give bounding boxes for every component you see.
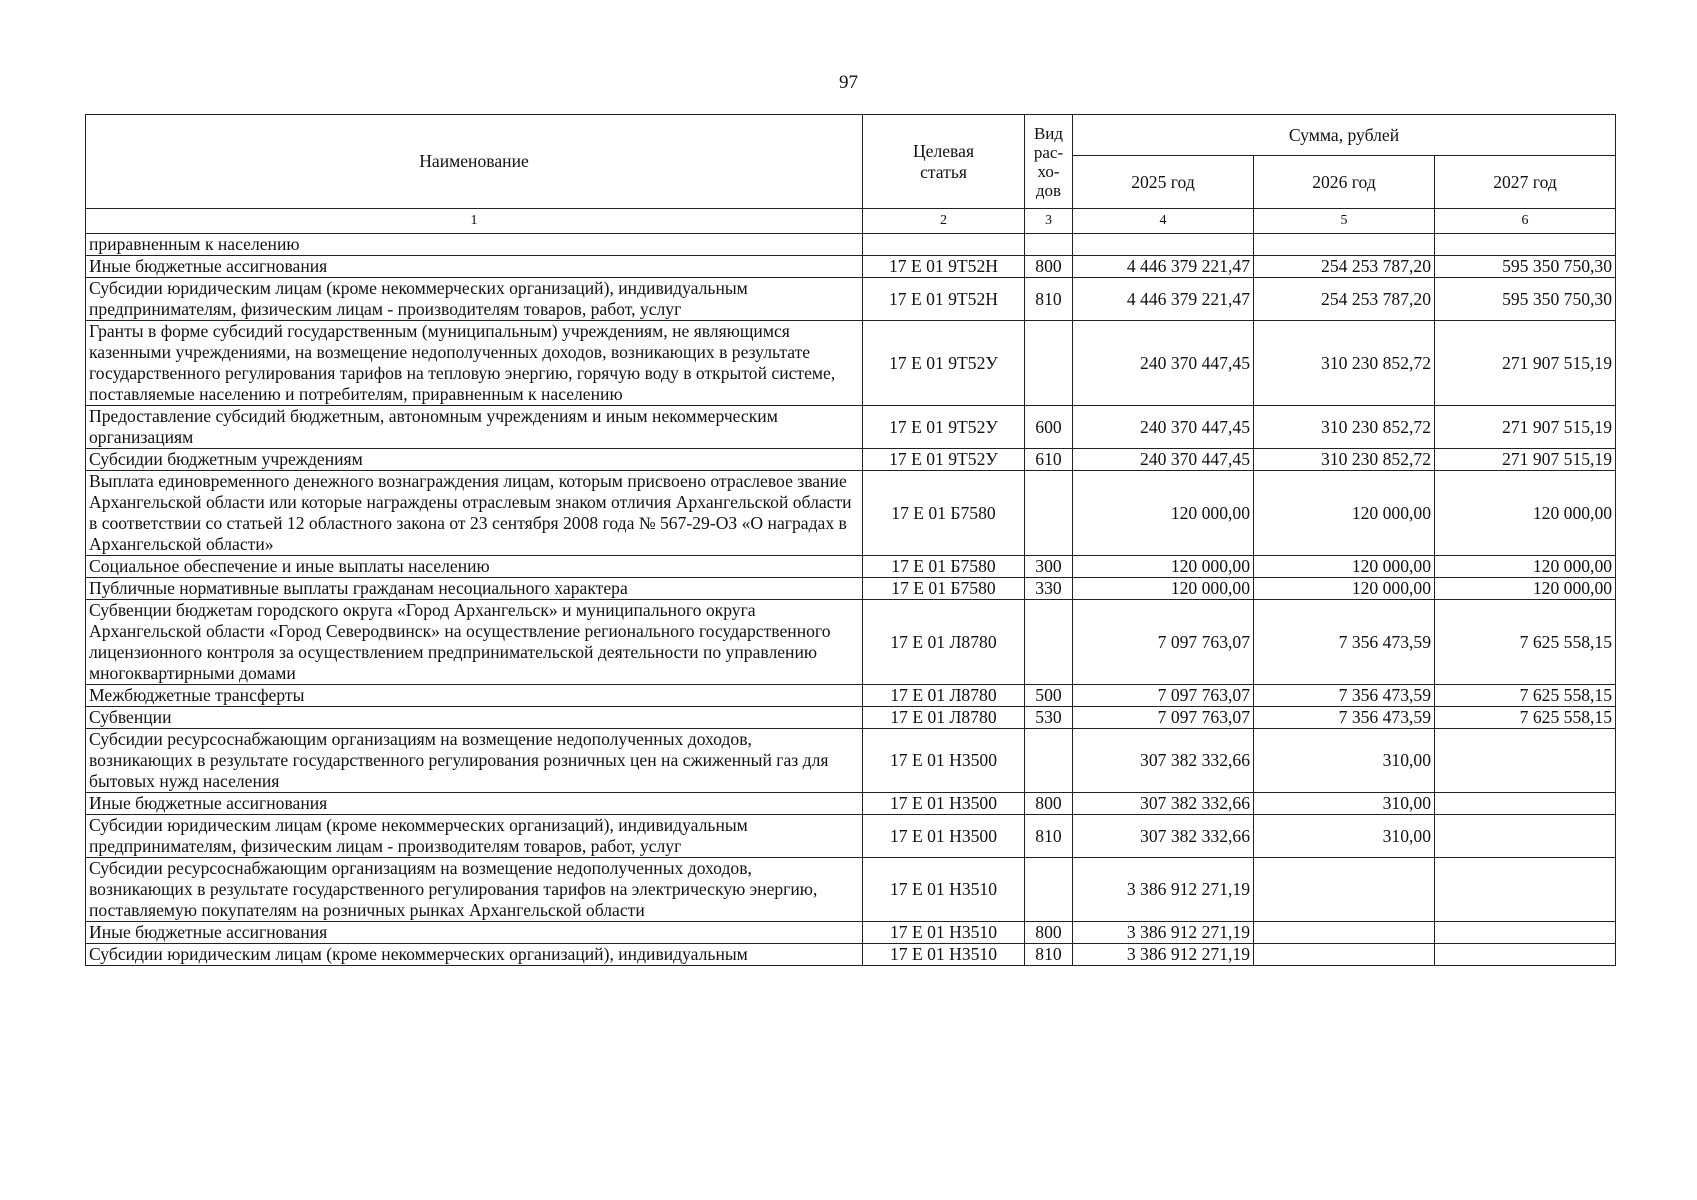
table-row: [86, 793, 1616, 815]
row-sum-2025: [1073, 234, 1254, 256]
row-expense-type: [1025, 321, 1073, 406]
column-number: 5: [1254, 209, 1435, 234]
row-name: Иные бюджетные ассигнования: [86, 793, 863, 815]
row-expense-type: 610: [1025, 449, 1073, 471]
row-sum-2027: 271 907 515,19: [1435, 449, 1616, 471]
row-sum-2026: 254 253 787,20: [1254, 278, 1435, 321]
table-row: [86, 858, 1616, 922]
table-row: [86, 556, 1616, 578]
header-year-2025: 2025 год: [1073, 156, 1254, 209]
row-sum-2026: 310 230 852,72: [1254, 406, 1435, 449]
row-target-article: 17 Е 01 Н3500: [863, 793, 1025, 815]
row-sum-2026: [1254, 234, 1435, 256]
row-name: Субвенции бюджетам городского округа «Город Архангельск» и муниципального округа Архангельской области «Город Северодвинск» на осуществление регионального государственного лицензионного контроля за осуществлением предпринимательской деятельности по управлению многоквартирными домами: [86, 600, 863, 685]
row-target-article: 17 Е 01 Н3510: [863, 922, 1025, 944]
row-sum-2026: 7 356 473,59: [1254, 600, 1435, 685]
row-sum-2027: [1435, 234, 1616, 256]
row-sum-2026: 7 356 473,59: [1254, 707, 1435, 729]
row-sum-2026: 310 230 852,72: [1254, 449, 1435, 471]
row-sum-2026: 120 000,00: [1254, 471, 1435, 556]
table-body: [86, 209, 1616, 966]
table-header: [86, 115, 1616, 209]
row-sum-2027: [1435, 858, 1616, 922]
header-sum: Сумма, рублей: [1073, 115, 1616, 156]
row-name: Гранты в форме субсидий государственным (муниципальным) учреждениям, не являющимся казенными учреждениями, на возмещение недополученных доходов, возникающих в результате государственного регулирования тарифов на тепловую энергию, горячую воду в открытой системе, поставляемые населению и потребителям, приравненным к населению: [86, 321, 863, 406]
row-expense-type: [1025, 471, 1073, 556]
row-target-article: 17 Е 01 9Т52У: [863, 406, 1025, 449]
row-sum-2027: 7 625 558,15: [1435, 685, 1616, 707]
header-expense-type: [1025, 115, 1073, 209]
row-target-article: 17 Е 01 Л8780: [863, 707, 1025, 729]
header-vid-line: хо-: [1037, 161, 1060, 181]
header-name: Наименование: [86, 115, 863, 209]
row-target-article: 17 Е 01 Н3500: [863, 729, 1025, 793]
table-row: [86, 234, 1616, 256]
row-name: Социальное обеспечение и иные выплаты населению: [86, 556, 863, 578]
row-expense-type: [1025, 234, 1073, 256]
row-sum-2025: 3 386 912 271,19: [1073, 858, 1254, 922]
row-sum-2025: 120 000,00: [1073, 471, 1254, 556]
header-target-line1: Целевая: [912, 140, 975, 161]
row-expense-type: 600: [1025, 406, 1073, 449]
table-row: [86, 707, 1616, 729]
column-number: 2: [863, 209, 1025, 234]
row-name: Межбюджетные трансферты: [86, 685, 863, 707]
row-target-article: 17 Е 01 Н3510: [863, 858, 1025, 922]
row-name: Иные бюджетные ассигнования: [86, 256, 863, 278]
row-sum-2026: 254 253 787,20: [1254, 256, 1435, 278]
header-vid-line: Вид: [1033, 123, 1064, 143]
table-row: [86, 729, 1616, 793]
row-name: Выплата единовременного денежного вознаграждения лицам, которым присвоено отраслевое звание Архангельской области или которые награждены отраслевым знаком отличия Архангельской области в соответствии со статьей 12 областного закона от 23 сентября 2008 года № 567-29-ОЗ «О наградах в Архангельской области»: [86, 471, 863, 556]
table-row: [86, 815, 1616, 858]
row-sum-2027: 120 000,00: [1435, 578, 1616, 600]
row-target-article: 17 Е 01 9Т52Н: [863, 256, 1025, 278]
table-row: [86, 256, 1616, 278]
row-target-article: 17 Е 01 Н3500: [863, 815, 1025, 858]
row-sum-2026: 310 230 852,72: [1254, 321, 1435, 406]
row-name: Публичные нормативные выплаты гражданам несоциального характера: [86, 578, 863, 600]
budget-table: [85, 114, 1616, 966]
row-expense-type: 800: [1025, 922, 1073, 944]
row-sum-2026: 7 356 473,59: [1254, 685, 1435, 707]
row-sum-2025: 4 446 379 221,47: [1073, 256, 1254, 278]
row-target-article: 17 Е 01 Б7580: [863, 556, 1025, 578]
row-sum-2026: 310,00: [1254, 815, 1435, 858]
row-target-article: [863, 234, 1025, 256]
row-sum-2025: 240 370 447,45: [1073, 449, 1254, 471]
row-name: Субсидии юридическим лицам (кроме некоммерческих организаций), индивидуальным предпринимателям, физическим лицам - производителям товаров, работ, услуг: [86, 278, 863, 321]
table-row: [86, 321, 1616, 406]
row-name: Субсидии юридическим лицам (кроме некоммерческих организаций), индивидуальным предпринимателям, физическим лицам - производителям товаров, работ, услуг: [86, 815, 863, 858]
row-sum-2026: 120 000,00: [1254, 578, 1435, 600]
table-row: [86, 406, 1616, 449]
row-sum-2025: 3 386 912 271,19: [1073, 922, 1254, 944]
header-year-2027: 2027 год: [1435, 156, 1616, 209]
table-row: [86, 578, 1616, 600]
table-row: [86, 944, 1616, 966]
row-expense-type: 300: [1025, 556, 1073, 578]
header-vid-line: дов: [1035, 180, 1062, 200]
row-sum-2026: 120 000,00: [1254, 556, 1435, 578]
row-expense-type: 330: [1025, 578, 1073, 600]
column-number: 4: [1073, 209, 1254, 234]
row-sum-2027: [1435, 944, 1616, 966]
row-expense-type: 800: [1025, 793, 1073, 815]
row-sum-2027: [1435, 815, 1616, 858]
row-sum-2025: 7 097 763,07: [1073, 685, 1254, 707]
row-target-article: 17 Е 01 9Т52Н: [863, 278, 1025, 321]
column-number: 3: [1025, 209, 1073, 234]
row-sum-2025: 240 370 447,45: [1073, 321, 1254, 406]
header-vid-line: рас-: [1033, 142, 1064, 162]
row-sum-2025: 307 382 332,66: [1073, 815, 1254, 858]
header-target-line2: статья: [920, 161, 967, 182]
header-year-2026: 2026 год: [1254, 156, 1435, 209]
row-expense-type: 810: [1025, 944, 1073, 966]
row-target-article: 17 Е 01 Б7580: [863, 471, 1025, 556]
row-sum-2027: 595 350 750,30: [1435, 256, 1616, 278]
row-sum-2026: [1254, 922, 1435, 944]
row-name: Субсидии ресурсоснабжающим организациям на возмещение недополученных доходов, возникающих в результате государственного регулирования розничных цен на сжиженный газ для бытовых нужд населения: [86, 729, 863, 793]
table-row: [86, 278, 1616, 321]
row-sum-2027: [1435, 729, 1616, 793]
column-numbers-row: [86, 209, 1616, 234]
page-number: 97: [839, 72, 858, 93]
row-target-article: 17 Е 01 9Т52У: [863, 321, 1025, 406]
row-sum-2027: [1435, 793, 1616, 815]
row-expense-type: 500: [1025, 685, 1073, 707]
row-sum-2027: 7 625 558,15: [1435, 707, 1616, 729]
row-sum-2026: [1254, 944, 1435, 966]
column-number: 6: [1435, 209, 1616, 234]
row-expense-type: 800: [1025, 256, 1073, 278]
row-sum-2027: 7 625 558,15: [1435, 600, 1616, 685]
row-sum-2025: 7 097 763,07: [1073, 707, 1254, 729]
row-name: Субсидии юридическим лицам (кроме некоммерческих организаций), индивидуальным: [86, 944, 863, 966]
row-sum-2025: 307 382 332,66: [1073, 793, 1254, 815]
row-sum-2027: 120 000,00: [1435, 556, 1616, 578]
row-target-article: 17 Е 01 Б7580: [863, 578, 1025, 600]
row-expense-type: 530: [1025, 707, 1073, 729]
header-target-article: [863, 115, 1025, 209]
row-name: Иные бюджетные ассигнования: [86, 922, 863, 944]
table-row: [86, 449, 1616, 471]
row-name: Субвенции: [86, 707, 863, 729]
row-sum-2026: 310,00: [1254, 729, 1435, 793]
row-target-article: 17 Е 01 Л8780: [863, 685, 1025, 707]
row-name: Субсидии ресурсоснабжающим организациям на возмещение недополученных доходов, возникающих в результате государственного регулирования тарифов на электрическую энергию, поставляемую покупателям на розничных рынках Архангельской области: [86, 858, 863, 922]
row-sum-2025: 3 386 912 271,19: [1073, 944, 1254, 966]
row-name: Субсидии бюджетным учреждениям: [86, 449, 863, 471]
row-expense-type: [1025, 600, 1073, 685]
row-name: приравненным к населению: [86, 234, 863, 256]
row-sum-2025: 7 097 763,07: [1073, 600, 1254, 685]
column-number: 1: [86, 209, 863, 234]
row-sum-2025: 4 446 379 221,47: [1073, 278, 1254, 321]
row-sum-2025: 307 382 332,66: [1073, 729, 1254, 793]
row-sum-2026: [1254, 858, 1435, 922]
row-expense-type: [1025, 729, 1073, 793]
row-sum-2027: 120 000,00: [1435, 471, 1616, 556]
row-target-article: 17 Е 01 Н3510: [863, 944, 1025, 966]
row-name: Предоставление субсидий бюджетным, автономным учреждениям и иным некоммерческим организациям: [86, 406, 863, 449]
table-row: [86, 922, 1616, 944]
row-expense-type: 810: [1025, 278, 1073, 321]
row-target-article: 17 Е 01 Л8780: [863, 600, 1025, 685]
row-sum-2025: 120 000,00: [1073, 556, 1254, 578]
row-sum-2025: 240 370 447,45: [1073, 406, 1254, 449]
row-target-article: 17 Е 01 9Т52У: [863, 449, 1025, 471]
row-sum-2025: 120 000,00: [1073, 578, 1254, 600]
row-sum-2027: [1435, 922, 1616, 944]
table-row: [86, 600, 1616, 685]
row-sum-2027: 595 350 750,30: [1435, 278, 1616, 321]
row-sum-2027: 271 907 515,19: [1435, 321, 1616, 406]
row-sum-2027: 271 907 515,19: [1435, 406, 1616, 449]
row-expense-type: [1025, 858, 1073, 922]
row-sum-2026: 310,00: [1254, 793, 1435, 815]
row-expense-type: 810: [1025, 815, 1073, 858]
table-row: [86, 685, 1616, 707]
table-row: [86, 471, 1616, 556]
